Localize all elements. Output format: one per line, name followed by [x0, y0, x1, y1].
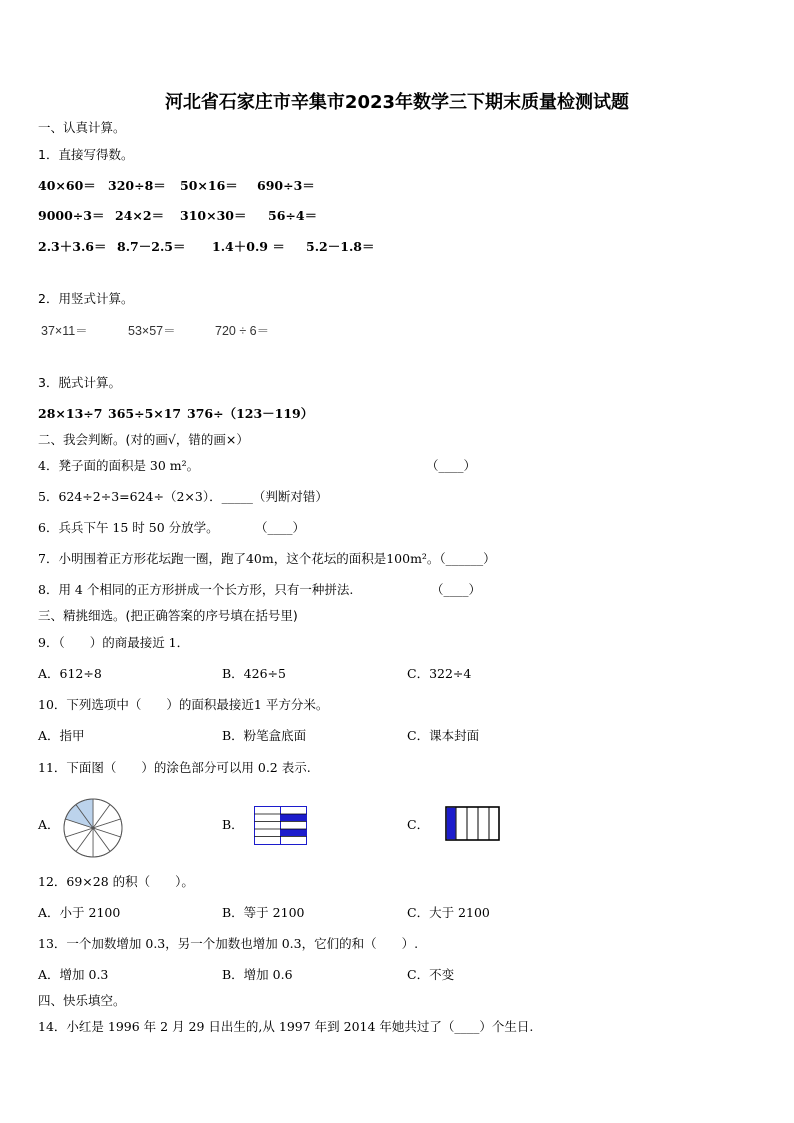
q1-item: 50×16＝ — [180, 178, 238, 193]
q3-item: 376÷（123－119） — [187, 406, 314, 421]
section-3-heading: 三、精挑细选。(把正确答案的序号填在括号里) — [38, 608, 298, 623]
q3-item: 28×13÷7 — [38, 406, 103, 421]
figure-a-circle-tenths — [62, 797, 124, 859]
q11-option-a[interactable]: A． — [38, 817, 60, 832]
q1-item: 24×2＝ — [115, 208, 165, 223]
q12-option-a[interactable]: A．小于 2100 — [38, 905, 121, 920]
q10-text: 10．下列选项中（ ）的面积最接近1 平方分米。 — [38, 697, 329, 712]
q1-item: 310×30＝ — [180, 208, 247, 223]
q3-item: 365÷5×17 — [108, 406, 182, 421]
q1-item: 1.4＋0.9 ＝ — [212, 239, 285, 254]
q1-item: 5.2－1.8＝ — [306, 239, 375, 254]
q1-label: 1．直接写得数。 — [38, 147, 134, 162]
figure-b-strip-grid — [254, 806, 307, 845]
section-1-heading: 一、认真计算。 — [38, 120, 126, 135]
section-4-heading: 四、快乐填空。 — [38, 993, 126, 1008]
q10-option-b[interactable]: B．粉笔盒底面 — [222, 728, 307, 743]
q14-text: 14．小红是 1996 年 2 月 29 日出生的,从 1997 年到 2014 年她共过了（____）个生日. — [38, 1019, 534, 1034]
q6-text: 6．兵兵下午 15 时 50 分放学。 — [38, 520, 219, 535]
q12-option-c[interactable]: C．大于 2100 — [407, 905, 490, 920]
page-title: 河北省石家庄市辛集市2023年数学三下期末质量检测试题 — [164, 92, 630, 113]
q4-answer-blank[interactable]: （____） — [426, 458, 477, 473]
q9-option-a[interactable]: A．612÷8 — [38, 666, 102, 681]
q8-text: 8．用 4 个相同的正方形拼成一个长方形，只有一种拼法. — [38, 582, 354, 597]
q1-item: 9000÷3＝ — [38, 208, 105, 223]
figure-c-column-rect — [445, 806, 500, 841]
q13-text: 13．一个加数增加 0.3，另一个加数也增加 0.3，它们的和（ ）. — [38, 936, 419, 951]
q9-text: 9．（ ）的商最接近 1． — [38, 635, 190, 650]
section-2-heading: 二、我会判断。(对的画√，错的画×） — [38, 432, 249, 447]
q4-text: 4．凳子面的面积是 30 m²。 — [38, 458, 200, 473]
q1-item: 320÷8＝ — [108, 178, 166, 193]
q1-item: 690÷3＝ — [257, 178, 315, 193]
q9-option-b[interactable]: B．426÷5 — [222, 666, 286, 681]
q11-option-b[interactable]: B． — [222, 817, 244, 832]
q1-item: 8.7－2.5＝ — [117, 239, 186, 254]
q2-item: 37×11＝ — [41, 324, 88, 338]
q1-item: 40×60＝ — [38, 178, 96, 193]
q9-option-c[interactable]: C．322÷4 — [407, 666, 472, 681]
q8-answer-blank[interactable]: （____） — [431, 582, 482, 597]
q13-option-a[interactable]: A．增加 0.3 — [38, 967, 109, 982]
q10-option-c[interactable]: C．课本封面 — [407, 728, 480, 743]
q2-item: 720 ÷ 6＝ — [215, 324, 270, 338]
q6-answer-blank[interactable]: （____） — [255, 520, 306, 535]
q13-option-c[interactable]: C．不变 — [407, 967, 455, 982]
q13-option-b[interactable]: B．增加 0.6 — [222, 967, 293, 982]
q3-label: 3．脱式计算。 — [38, 375, 121, 390]
q10-option-a[interactable]: A．指甲 — [38, 728, 85, 743]
q7-text: 7．小明围着正方形花坛跑一圈，跑了40m，这个花坛的面积是100m²。（______） — [38, 551, 496, 566]
q11-text: 11．下面图（ ）的涂色部分可以用 0.2 表示. — [38, 760, 311, 775]
q12-text: 12．69×28 的积（ ）。 — [38, 874, 194, 889]
q2-item: 53×57＝ — [128, 324, 176, 338]
q11-option-c[interactable]: C． — [407, 817, 430, 832]
q1-item: 56÷4＝ — [268, 208, 318, 223]
q12-option-b[interactable]: B．等于 2100 — [222, 905, 305, 920]
q5-text: 5．624÷2÷3=624÷（2×3）．_____（判断对错） — [38, 489, 328, 504]
q1-item: 2.3＋3.6＝ — [38, 239, 107, 254]
q2-label: 2．用竖式计算。 — [38, 291, 134, 306]
